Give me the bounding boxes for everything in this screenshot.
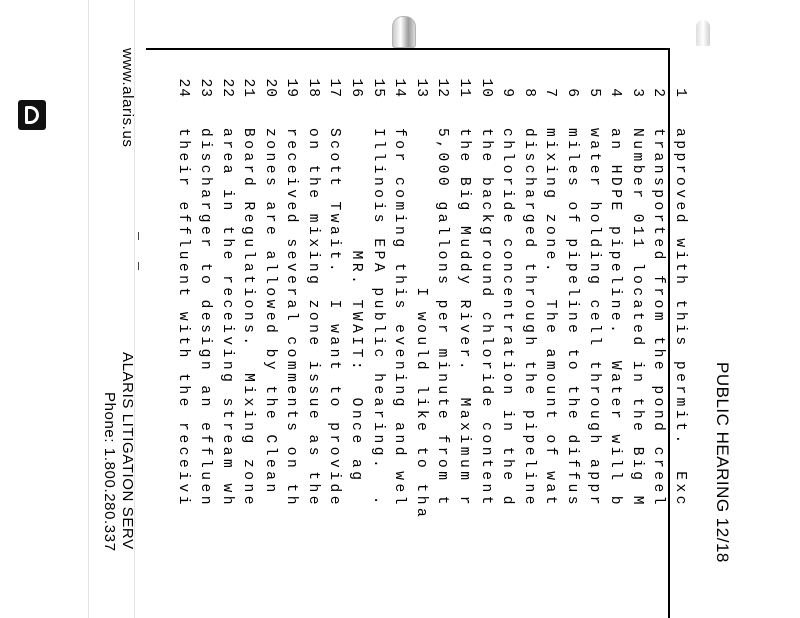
line-text: mixing zone. The amount of wat [542,128,559,508]
alaris-logo-icon [18,100,46,130]
page-title: PUBLIC HEARING 12/18 [713,362,732,563]
transcript-line [345,60,367,520]
transcript-line [366,60,388,520]
transcript-line [431,60,453,520]
line-text: Board Regulations. Mixing zone [240,128,257,508]
line-number: 20 [261,78,278,98]
line-number: 10 [477,78,494,98]
line-number: 2 [650,88,667,98]
line-text: Number 011 located in the Big M [628,128,645,508]
line-text: chloride concentration in the d [499,128,516,508]
page-border-top [146,48,670,50]
transcript-line [539,60,561,520]
transcript-line [172,60,194,520]
line-text: zones are allowed by the Clean [261,128,278,496]
line-number: 5 [585,88,602,98]
transcript-line [625,60,647,520]
line-number: 21 [240,78,257,98]
line-text: I would like to tha [412,128,429,521]
transcript-line [409,60,431,520]
line-number: 15 [369,78,386,98]
line-number: 22 [218,78,235,98]
transcript-line [215,60,237,520]
line-number: 17 [326,78,343,98]
line-number: 11 [456,78,473,98]
binder-tab [392,16,416,48]
transcript-line [301,60,323,520]
line-number: 6 [564,88,581,98]
line-text: MR. TWAIT: Once ag [348,128,365,484]
transcript-line [474,60,496,520]
transcript-line [280,60,302,520]
line-text: discharger to design an effluen [196,128,213,508]
binder-tab [696,20,710,46]
line-number: 8 [520,88,537,98]
scan-mark [138,232,139,240]
line-number: 13 [412,78,429,98]
line-text: water holding cell through appr [585,128,602,508]
transcript-line [323,60,345,520]
line-number: 19 [283,78,300,98]
line-text: received several comments on th [283,128,300,508]
line-number: 23 [196,78,213,98]
footer-phone: Phone: 1.800.280.337 [101,392,118,552]
transcript-line [668,60,690,520]
footer-company: ALARIS LITIGATION SERV [119,352,136,550]
transcript-line [237,60,259,520]
line-number: 18 [304,78,321,98]
line-text: 5,000 gallons per minute from t [434,128,451,508]
line-number: 24 [175,78,192,98]
line-text: area in the receiving stream wh [218,128,235,508]
transcript-line [388,60,410,520]
line-text: the background chloride content [477,128,494,508]
line-text: discharged through the pipeline [520,128,537,508]
transcript-line [517,60,539,520]
transcript-line [647,60,669,520]
line-text: transported from the pond creel [650,128,667,508]
line-text: Illinois EPA public hearing. . [369,128,386,508]
transcript-line [604,60,626,520]
footer-website[interactable]: www.alaris.us [119,48,136,148]
transcript-lines [172,60,690,520]
transcript-line [193,60,215,520]
line-text: for coming this evening and wel [391,128,408,508]
transcript-line [560,60,582,520]
transcript-line [496,60,518,520]
line-number: 9 [499,88,516,98]
line-number: 4 [607,88,624,98]
line-number: 7 [542,88,559,98]
scan-mark [138,262,139,270]
line-text: on the mixing zone issue as the [304,128,321,508]
line-number: 12 [434,78,451,98]
line-text: the Big Muddy River. Maximum r [456,128,473,508]
transcript-line [582,60,604,520]
line-number: 1 [672,88,688,98]
line-number: 14 [391,78,408,98]
transcript-line [258,60,280,520]
transcript-line [452,60,474,520]
line-text: miles of pipeline to the diffus [564,128,581,508]
line-text: their effluent with the receivi [175,128,192,508]
line-number: 3 [628,88,645,98]
line-number: 16 [348,78,365,98]
line-text: an HDPE pipeline. Water will b [607,128,624,508]
line-text: approved with this permit. Exc [672,128,688,508]
line-text: Scott Twait. I want to provide [326,128,343,508]
margin-line [88,0,89,618]
